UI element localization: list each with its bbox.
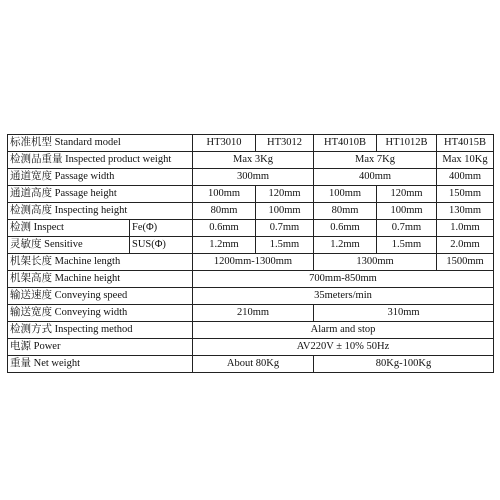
fe-2: 0.7mm bbox=[256, 220, 314, 237]
pheight-2: 120mm bbox=[256, 186, 314, 203]
iheight-2: 100mm bbox=[256, 203, 314, 220]
pheight-1: 100mm bbox=[193, 186, 256, 203]
label-machine-height: 机架高度 Machine height bbox=[8, 271, 193, 288]
label-sus: SUS(Φ) bbox=[130, 237, 193, 254]
machine-height-value: 700mm-850mm bbox=[193, 271, 494, 288]
label-inspecting-height: 检测高度 Inspecting height bbox=[8, 203, 193, 220]
row-conveying-speed bbox=[8, 288, 494, 305]
model-ht1012b: HT1012B bbox=[377, 135, 437, 152]
label-conveying-width: 输送宽度 Conveying width bbox=[8, 305, 193, 322]
label-standard-model: 标准机型 Standard model bbox=[8, 135, 193, 152]
label-sensitive: 灵敏度 Sensitive bbox=[8, 237, 130, 254]
fe-3: 0.6mm bbox=[314, 220, 377, 237]
label-power: 电源 Power bbox=[8, 339, 193, 356]
cwidth-group-a: 210mm bbox=[193, 305, 314, 322]
conveying-speed-value: 35meters/min bbox=[193, 288, 494, 305]
label-inspected-weight: 检测品重量 Inspected product weight bbox=[8, 152, 193, 169]
row-inspected-weight bbox=[8, 152, 494, 169]
row-standard-model bbox=[8, 135, 494, 152]
row-passage-height bbox=[8, 186, 494, 203]
label-inspect: 检测 Inspect bbox=[8, 220, 130, 237]
fe-4: 0.7mm bbox=[377, 220, 437, 237]
model-ht3010: HT3010 bbox=[193, 135, 256, 152]
sus-2: 1.5mm bbox=[256, 237, 314, 254]
length-group-a: 1200mm-1300mm bbox=[193, 254, 314, 271]
spec-table bbox=[7, 134, 494, 373]
iheight-1: 80mm bbox=[193, 203, 256, 220]
row-machine-height bbox=[8, 271, 494, 288]
sus-4: 1.5mm bbox=[377, 237, 437, 254]
model-ht4010b: HT4010B bbox=[314, 135, 377, 152]
net-weight-group-a: About 80Kg bbox=[193, 356, 314, 373]
power-value: AV220V ± 10% 50Hz bbox=[193, 339, 494, 356]
width-group-c: 400mm bbox=[437, 169, 494, 186]
width-group-b: 400mm bbox=[314, 169, 437, 186]
weight-group-c: Max 10Kg bbox=[437, 152, 494, 169]
net-weight-group-b: 80Kg-100Kg bbox=[314, 356, 494, 373]
iheight-5: 130mm bbox=[437, 203, 494, 220]
iheight-4: 100mm bbox=[377, 203, 437, 220]
row-sensitive-sus bbox=[8, 237, 494, 254]
model-ht3012: HT3012 bbox=[256, 135, 314, 152]
pheight-5: 150mm bbox=[437, 186, 494, 203]
sus-3: 1.2mm bbox=[314, 237, 377, 254]
row-inspecting-height bbox=[8, 203, 494, 220]
cwidth-group-b: 310mm bbox=[314, 305, 494, 322]
row-conveying-width bbox=[8, 305, 494, 322]
label-fe: Fe(Φ) bbox=[130, 220, 193, 237]
row-passage-width bbox=[8, 169, 494, 186]
sus-1: 1.2mm bbox=[193, 237, 256, 254]
label-passage-height: 通道高度 Passage height bbox=[8, 186, 193, 203]
label-conveying-speed: 输送速度 Conveying speed bbox=[8, 288, 193, 305]
label-machine-length: 机架长度 Machine length bbox=[8, 254, 193, 271]
length-group-c: 1500mm bbox=[437, 254, 494, 271]
pheight-4: 120mm bbox=[377, 186, 437, 203]
fe-5: 1.0mm bbox=[437, 220, 494, 237]
row-inspecting-method bbox=[8, 322, 494, 339]
iheight-3: 80mm bbox=[314, 203, 377, 220]
model-ht4015b: HT4015B bbox=[437, 135, 494, 152]
length-group-b: 1300mm bbox=[314, 254, 437, 271]
pheight-3: 100mm bbox=[314, 186, 377, 203]
weight-group-a: Max 3Kg bbox=[193, 152, 314, 169]
fe-1: 0.6mm bbox=[193, 220, 256, 237]
sus-5: 2.0mm bbox=[437, 237, 494, 254]
inspecting-method-value: Alarm and stop bbox=[193, 322, 494, 339]
row-machine-length bbox=[8, 254, 494, 271]
label-net-weight: 重量 Net weight bbox=[8, 356, 193, 373]
weight-group-b: Max 7Kg bbox=[314, 152, 437, 169]
row-inspect-fe bbox=[8, 220, 494, 237]
row-net-weight bbox=[8, 356, 494, 373]
label-inspecting-method: 检测方式 Inspecting method bbox=[8, 322, 193, 339]
row-power bbox=[8, 339, 494, 356]
label-passage-width: 通道宽度 Passage width bbox=[8, 169, 193, 186]
width-group-a: 300mm bbox=[193, 169, 314, 186]
